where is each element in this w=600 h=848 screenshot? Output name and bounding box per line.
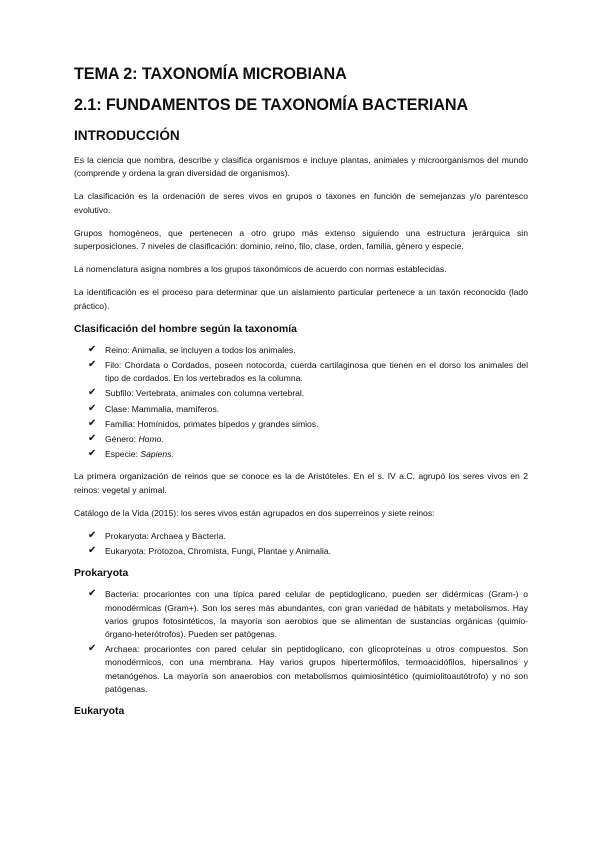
checkmark-icon: ✔ bbox=[88, 343, 97, 355]
checkmark-icon: ✔ bbox=[88, 402, 97, 414]
hombre-heading: Clasificación del hombre según la taxonomía bbox=[74, 323, 297, 335]
intro-paragraph: Grupos homogéneos, que pertenecen a otro grupo más extenso siguiendo una estructura jerárquica sin superposiciones. 7 niveles de clasificación: dominio, reino, filo, clase, orden, familia, género y especie. bbox=[74, 227, 528, 252]
list-item: ✔ Subfilo: Vertebrata, animales con columna vertebral. bbox=[88, 387, 305, 399]
prokaryota-heading: Prokaryota bbox=[74, 568, 129, 580]
intro-paragraph: La identificación es el proceso para determinar que un aislamiento particular pertenece a un taxón reconocido (lado práctico). bbox=[74, 287, 528, 311]
checkmark-icon: ✔ bbox=[88, 545, 97, 557]
tema-title: TEMA 2: TAXONOMÍA MICROBIANA bbox=[74, 65, 347, 83]
reinos-paragraph: La primera organización de reinos que se conoce es la de Aristóteles. En el s. IV a.C. agrupó los seres vivos en 2 reinos: vegetal y animal. bbox=[74, 471, 528, 495]
list-item: ✔ Filo: Chordata o Cordados, poseen notocorda, cuerda cartilaginosa que tienen en el dorso los animales del tipo de cordados. En los vertebrados es la columna. bbox=[88, 359, 528, 384]
intro-paragraph: La nomenclatura asigna nombres a los grupos taxonómicos de acuerdo con normas establecidas. bbox=[74, 264, 447, 275]
subtema-title: 2.1: FUNDAMENTOS DE TAXONOMÍA BACTERIANA bbox=[74, 96, 469, 114]
superreinos-list bbox=[74, 530, 528, 558]
checkmark-icon: ✔ bbox=[88, 387, 97, 399]
checkmark-icon: ✔ bbox=[88, 417, 97, 429]
intro-paragraph: La clasificación es la ordenación de seres vivos en grupos o taxones en función de semejanzas y/o parentesco evolutivo. bbox=[74, 191, 528, 215]
intro-heading: INTRODUCCIÓN bbox=[74, 128, 180, 143]
list-item: ✔ Eukaryota: Protozoa, Chromista, Fungi, Plantae y Animalia. bbox=[88, 545, 331, 557]
intro-paragraph: Es la ciencia que nombra, describe y clasifica organismos e incluye plantas, animales y microorganismos del mundo (comprende y ordena la gran diversidad de organismos). bbox=[74, 155, 528, 179]
list-item: ✔ Género: Homo. bbox=[88, 433, 164, 445]
hombre-list bbox=[74, 344, 528, 462]
document-page bbox=[74, 64, 528, 726]
catalogo-paragraph: Catálogo de la Vida (2015): los seres vivos están agrupados en dos superreinos y siete reinos: bbox=[74, 507, 435, 518]
checkmark-icon: ✔ bbox=[88, 448, 97, 460]
checkmark-icon: ✔ bbox=[88, 433, 97, 445]
list-item: ✔ Archaea: procariontes con pared celular sin peptidoglicano, con glicoproteínas u otros compuestos. Son monodérmicos, con una membrana. Hay varios grupos hipertermófilos, termoacidófilos, hipersalinos y metanógenos. La mayoría son anaerobios con metabolismos quimiosintético (quimiolitoautótrofo) y no son patógenas. bbox=[88, 643, 528, 694]
list-item: ✔ Clase: Mammalia, mamíferos. bbox=[88, 402, 220, 414]
list-item: ✔ Bacteria: procariontes con una típica pared celular de peptidoglicano, pueden ser didérmicas (Gram-) o monodérmicas (Gram+). Son los seres más abundantes, con gran variedad de hábitats y metabolismos. Hay varios grupos fotosintéticos, la mayoría son aerobios que se alimentan de sustancias orgánicas (quimio-órgano-heterótrofos). Pueden ser patógenas. bbox=[88, 588, 528, 640]
list-item: ✔ Familia: Homínidos, primates bípedos y grandes simios. bbox=[88, 417, 319, 429]
prokaryota-list bbox=[74, 588, 528, 696]
eukaryota-heading: Eukaryota bbox=[74, 706, 125, 718]
list-item: ✔ Prokaryota: Archaea y Bacteria. bbox=[88, 530, 226, 542]
checkmark-icon: ✔ bbox=[88, 643, 97, 655]
list-item: ✔ Reino: Animalia, se incluyen a todos los animales. bbox=[88, 343, 296, 355]
checkmark-icon: ✔ bbox=[88, 588, 97, 600]
list-item: ✔ Especie: Sapiens. bbox=[88, 448, 174, 460]
checkmark-icon: ✔ bbox=[88, 359, 97, 371]
checkmark-icon: ✔ bbox=[88, 530, 97, 542]
